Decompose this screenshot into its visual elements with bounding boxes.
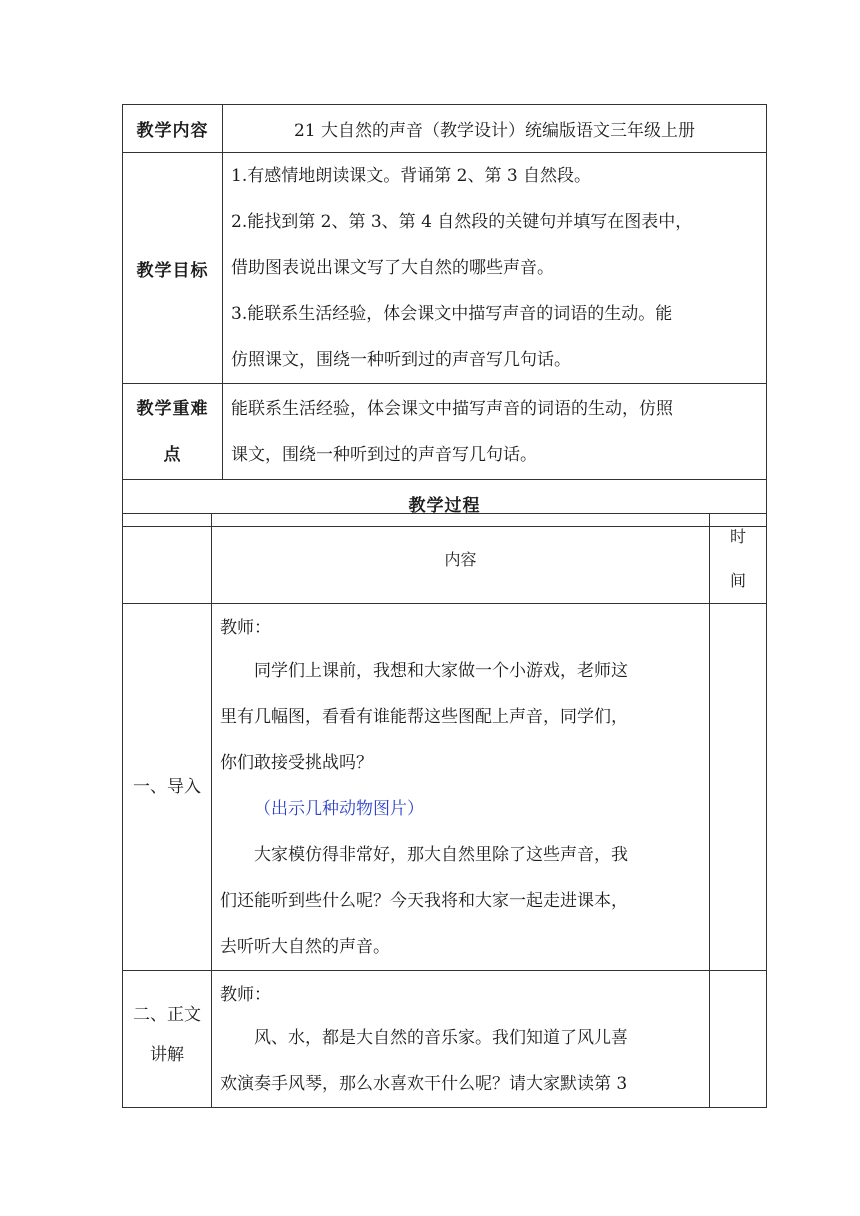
para-line: 去听听大自然的声音。 [220, 937, 390, 957]
goal-line: 2.能找到第 2、第 3、第 4 自然段的关键句并填写在图表中， [231, 212, 693, 232]
lesson-title: 21 大自然的声音（教学设计）统编版语文三年级上册 [223, 105, 767, 153]
section-main-row [123, 971, 767, 1108]
para-line: 们还能听到些什么呢？今天我将和大家一起走进课本， [220, 891, 628, 911]
label-key-line1: 教学重难 [136, 398, 209, 419]
header-content: 内容 [212, 514, 710, 604]
section-intro-row [123, 604, 767, 971]
speaker: 教师： [220, 985, 271, 1005]
goal-line: 3.能联系生活经验，体会课文中描写声音的词语的生动。能 [231, 304, 673, 324]
para-line: 同学们上课前，我想和大家做一个小游戏，老师这 [254, 661, 628, 681]
label-key-points [123, 384, 223, 480]
section-main-time [710, 971, 767, 1108]
row-key-points [123, 384, 767, 480]
row-teaching-content [123, 105, 767, 153]
section-main-label-line2: 讲解 [150, 1045, 184, 1065]
section-main-content [212, 971, 710, 1108]
goals-content [223, 153, 767, 384]
label-teaching-content: 教学内容 [123, 105, 223, 153]
goal-line: 借助图表说出课文写了大自然的哪些声音。 [231, 258, 554, 278]
para-line: 大家模仿得非常好，那大自然里除了这些声音，我 [254, 845, 628, 865]
para-line: 欢演奏手风琴，那么水喜欢干什么呢？请大家默读第 3 [220, 1074, 628, 1094]
stage-note: （出示几种动物图片） [254, 799, 424, 819]
key-line: 能联系生活经验，体会课文中描写声音的词语的生动，仿照 [231, 398, 673, 419]
para-line: 风、水，都是大自然的音乐家。我们知道了风儿喜 [254, 1028, 628, 1048]
section-intro-content [212, 604, 710, 971]
header-time-line2: 间 [729, 570, 746, 590]
para-line: 你们敢接受挑战吗？ [220, 753, 373, 773]
process-header-row [123, 514, 767, 604]
process-table [122, 513, 767, 1108]
goal-line: 仿照课文，围绕一种听到过的声音写几句话。 [231, 350, 571, 370]
key-line: 课文，围绕一种听到过的声音写几句话。 [231, 444, 537, 465]
key-points-content [223, 384, 767, 480]
process-title: 教学过程 [123, 480, 767, 527]
speaker: 教师： [220, 618, 271, 638]
row-teaching-goals [123, 153, 767, 384]
para-line: 里有几幅图，看看有谁能帮这些图配上声音，同学们， [220, 707, 628, 727]
goal-line: 1.有感情地朗读课文。背诵第 2、第 3 自然段。 [231, 166, 592, 186]
header-time [710, 514, 767, 604]
section-main-label-line1: 二、正文 [133, 1005, 201, 1025]
label-teaching-goals: 教学目标 [123, 153, 223, 384]
header-stage-empty [123, 514, 212, 604]
section-main-label [123, 971, 212, 1108]
section-intro-label: 一、导入 [123, 604, 212, 971]
header-time-line1: 时 [729, 526, 746, 546]
label-key-line2: 点 [163, 444, 182, 465]
info-table [122, 104, 767, 527]
section-intro-time [710, 604, 767, 971]
